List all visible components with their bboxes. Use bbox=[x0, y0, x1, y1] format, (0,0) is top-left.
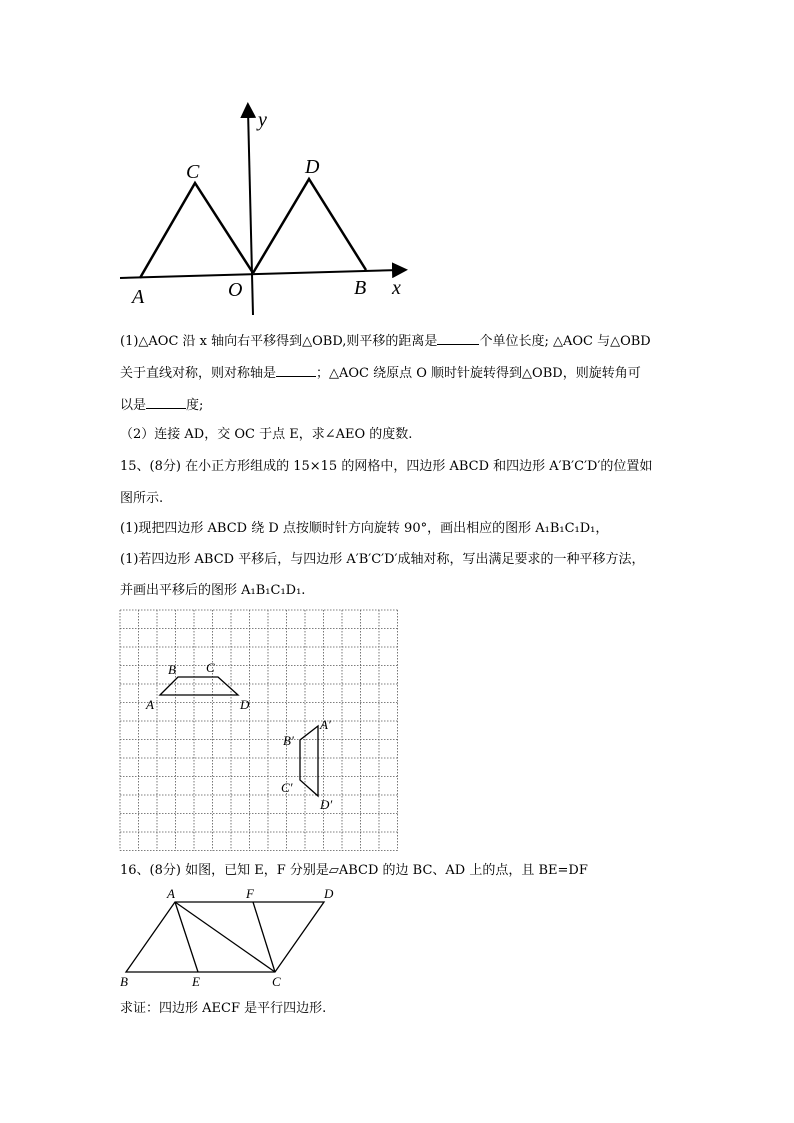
q14-part1-line3 bbox=[120, 396, 203, 415]
label-a: A bbox=[132, 286, 145, 308]
quad-abcd bbox=[160, 677, 238, 695]
q15-line2: 图所示. bbox=[120, 491, 164, 506]
q16-proof: 求证：四边形 AECF 是平行四边形. bbox=[120, 1001, 327, 1016]
q14-text: 关于直线对称，则对称轴是 bbox=[120, 366, 277, 381]
para-label-b: B bbox=[120, 974, 128, 989]
grid-label-d: D bbox=[240, 697, 250, 712]
label-b: B bbox=[354, 277, 367, 299]
q14-text: 个单位长度; △AOC 与△OBD bbox=[479, 334, 651, 349]
q14-part1-line2 bbox=[120, 364, 641, 383]
q16-line1: 16、(8分) 如图，已知 E，F 分别是▱ABCD 的边 BC、AD 上的点，且 BE=DF bbox=[120, 863, 588, 878]
q14-text: (1)△AOC 沿 x 轴向右平移得到△OBD,则平移的距离是 bbox=[120, 334, 438, 349]
answer-blank[interactable] bbox=[437, 332, 479, 345]
answer-blank[interactable] bbox=[146, 396, 186, 409]
coordinate-figure bbox=[110, 100, 420, 320]
label-y: y bbox=[258, 109, 267, 131]
grid-label-c: C bbox=[206, 660, 215, 675]
grid-lines bbox=[120, 610, 398, 851]
segment-ae bbox=[175, 902, 198, 972]
label-d: D bbox=[305, 156, 320, 178]
grid-label-a: A bbox=[146, 697, 154, 712]
segment-ac bbox=[175, 902, 275, 972]
q14-text: 以是 bbox=[120, 398, 147, 413]
q15-sub2-line2: 并画出平移后的图形 A₁B₁C₁D₁. bbox=[120, 583, 306, 598]
label-x: x bbox=[392, 277, 401, 299]
para-label-e: E bbox=[192, 974, 200, 989]
q14-part2: （2）连接 AD，交 OC 于点 E，求∠AEO 的度数. bbox=[120, 427, 413, 442]
q15-line1: 15、(8分) 在小正方形组成的 15×15 的网格中，四边形 ABCD 和四边形 A′B′C′D′的位置如 bbox=[120, 459, 653, 474]
triangle-aoc bbox=[140, 183, 253, 278]
para-label-f: F bbox=[246, 886, 254, 901]
grid-label-c2: C′ bbox=[281, 780, 293, 795]
q15-sub2-line1: (1)若四边形 ABCD 平移后，与四边形 A′B′C′D′成轴对称，写出满足要求的一种平移方法， bbox=[120, 552, 645, 567]
grid-label-a2: A′ bbox=[320, 717, 331, 732]
quad-a2b2c2d2 bbox=[300, 726, 318, 796]
parallelogram-figure bbox=[112, 880, 352, 992]
para-label-c: C bbox=[272, 974, 281, 989]
q14-text: 度; bbox=[186, 398, 204, 413]
label-o: O bbox=[228, 279, 243, 301]
para-label-a: A bbox=[167, 886, 175, 901]
para-label-d: D bbox=[324, 886, 334, 901]
q14-text: ；△AOC 绕原点 O 顺时针旋转得到△OBD，则旋转角可 bbox=[316, 366, 641, 381]
segment-fc bbox=[253, 902, 275, 972]
grid-figure bbox=[118, 608, 402, 852]
grid-label-d2: D′ bbox=[320, 797, 333, 812]
answer-blank[interactable] bbox=[276, 364, 316, 377]
grid-label-b: B bbox=[168, 662, 176, 677]
grid-label-b2: B′ bbox=[283, 733, 294, 748]
triangle-obd bbox=[253, 179, 366, 273]
label-c: C bbox=[186, 161, 200, 183]
y-axis bbox=[248, 110, 253, 315]
q15-sub1: (1)现把四边形 ABCD 绕 D 点按顺时针方向旋转 90°，画出相应的图形 A₁B₁C₁D₁， bbox=[120, 521, 609, 536]
q14-part1-line1 bbox=[120, 332, 651, 351]
